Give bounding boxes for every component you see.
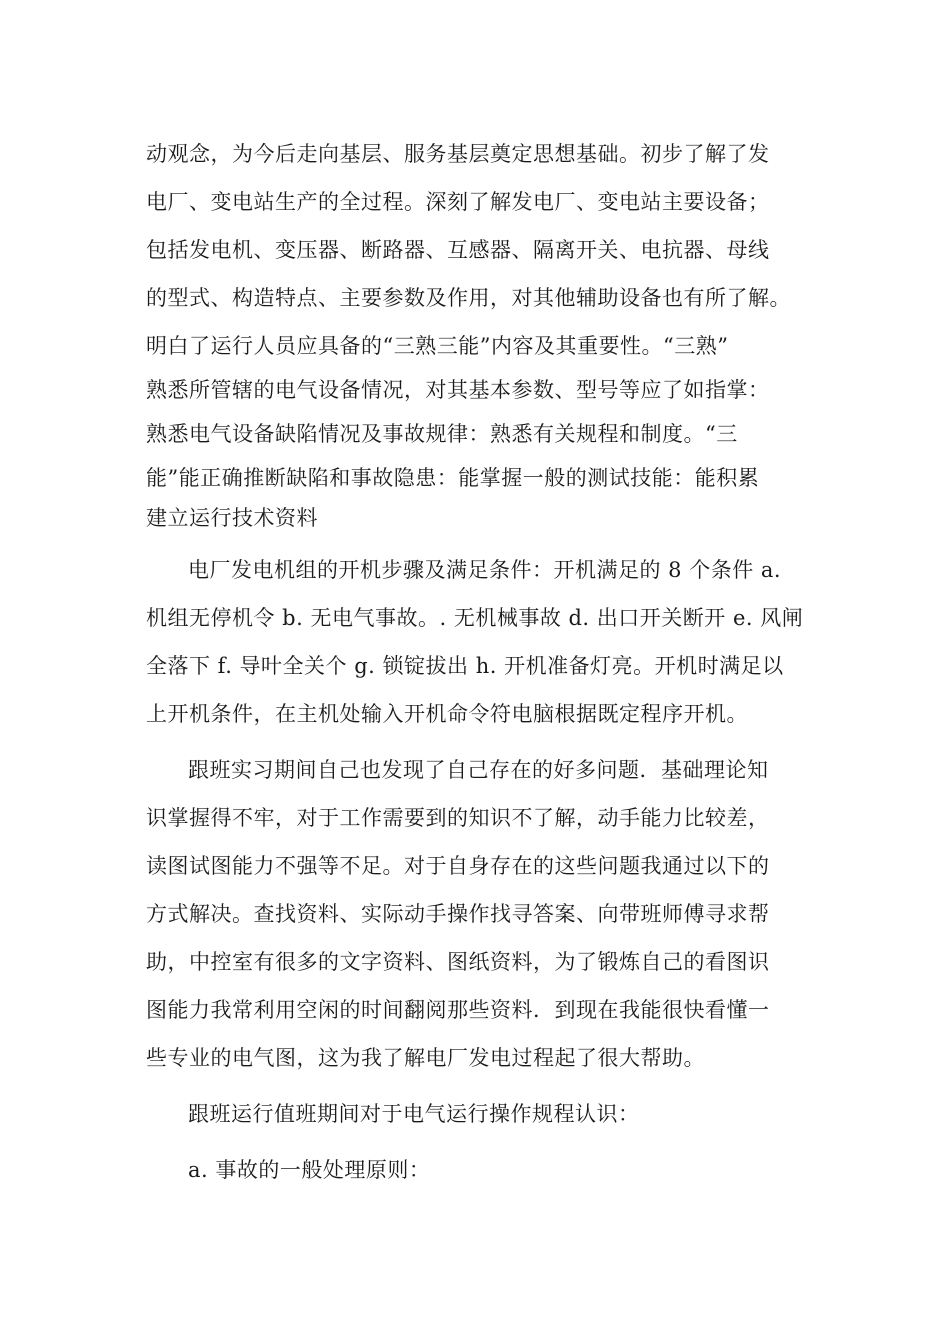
text-line: 跟班实习期间自己也发现了自己存在的好多问题．基础理论知 bbox=[188, 758, 769, 782]
text-line: 跟班运行值班期间对于电气运行操作规程认识： bbox=[188, 1102, 640, 1126]
text-line: 识掌握得不牢，对于工作需要到的知识不了解，动手能力比较差， bbox=[146, 806, 770, 830]
text-line: 机组无停机令 b. 无电气事故。. 无机械事故 d. 出口开关断开 e. 风闸 bbox=[146, 606, 804, 630]
text-line: a. 事故的一般处理原则： bbox=[188, 1158, 431, 1182]
text-line: 熟悉所管辖的电气设备情况，对其基本参数、型号等应了如指掌： bbox=[146, 378, 770, 402]
text-line: 建立运行技术资料 bbox=[146, 506, 318, 530]
text-line: 图能力我常利用空闲的时间翻阅那些资料．到现在我能很快看懂一 bbox=[146, 998, 770, 1022]
text-line: 读图试图能力不强等不足。对于自身存在的这些问题我通过以下的 bbox=[146, 854, 770, 878]
text-line: 方式解决。查找资料、实际动手操作找寻答案、向带班师傅寻求帮 bbox=[146, 902, 770, 926]
text-line: 电厂、变电站生产的全过程。深刻了解发电厂、变电站主要设备； bbox=[146, 190, 770, 214]
paragraph bbox=[146, 746, 826, 1082]
text-line: 全落下 f. 导叶全关个 g. 锁锭拔出 h. 开机准备灯亮。开机时满足以 bbox=[146, 654, 784, 678]
text-line: 能”能正确推断缺陷和事故隐患：能掌握一般的测试技能：能积累 bbox=[146, 466, 760, 490]
text-line: 动观念，为今后走向基层、服务基层奠定思想基础。初步了解了发 bbox=[146, 142, 770, 166]
text-line: 些专业的电气图，这为我了解电厂发电过程起了很大帮助。 bbox=[146, 1046, 705, 1070]
paragraph bbox=[146, 546, 826, 738]
paragraph bbox=[146, 130, 826, 538]
text-line: 电厂发电机组的开机步骤及满足条件：开机满足的 8 个条件 a. bbox=[188, 558, 782, 582]
text-line: 助，中控室有很多的文字资料、图纸资料，为了锻炼自己的看图识 bbox=[146, 950, 770, 974]
text-line: 熟悉电气设备缺陷情况及事故规律：熟悉有关规程和制度。“三 bbox=[146, 422, 738, 446]
text-line: 包括发电机、变压器、断路器、互感器、隔离开关、电抗器、母线 bbox=[146, 238, 770, 262]
paragraph bbox=[146, 1146, 826, 1194]
text-line: 上开机条件，在主机处输入开机命令符电脑根据既定程序开机。 bbox=[146, 702, 748, 726]
document-body bbox=[146, 130, 826, 1194]
text-line: 的型式、构造特点、主要参数及作用，对其他辅助设备也有所了解。 bbox=[146, 286, 791, 310]
text-line: 明白了运行人员应具备的“三熟三能”内容及其重要性。“三熟” bbox=[146, 334, 729, 358]
paragraph bbox=[146, 1090, 826, 1138]
